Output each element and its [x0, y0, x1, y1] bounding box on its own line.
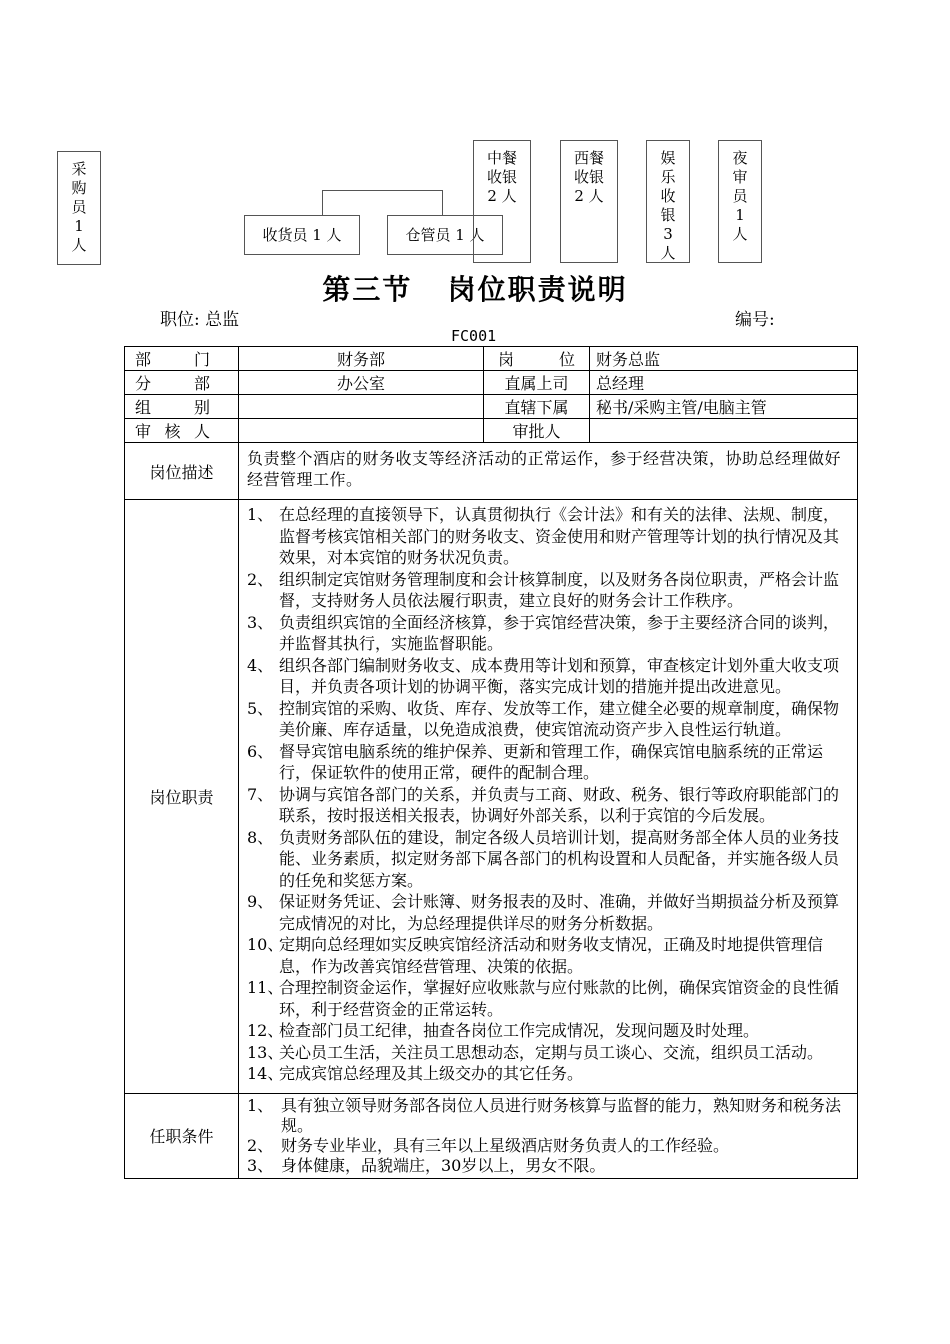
item-number: 1、	[247, 1095, 274, 1115]
section-title: 第三节 岗位职责说明	[322, 273, 628, 306]
item-number: 2、	[247, 569, 274, 589]
list-item	[247, 784, 849, 827]
item-text: 完成宾馆总经理及其上级交办的其它任务。	[279, 1064, 584, 1083]
requirements-list	[247, 1096, 849, 1176]
sub-dept-label: 分 部	[125, 371, 239, 395]
item-text: 具有独立领导财务部各岗位人员进行财务核算与监督的能力，熟知财务和税务法规。	[281, 1095, 842, 1135]
item-number: 4、	[247, 655, 274, 675]
item-number: 9、	[247, 892, 274, 911]
list-item	[247, 977, 849, 1020]
duties-list	[247, 504, 849, 1085]
table-row	[125, 443, 858, 500]
item-number: 3、	[247, 612, 274, 632]
post-label: 岗 位	[484, 347, 590, 371]
connector-line	[442, 190, 443, 216]
item-text: 定期向总经理如实反映宾馆经济活动和财务收支情况，正确及时地提供管理信息，作为改善宾馆经营管理、决策的依据。	[279, 935, 824, 976]
org-box-night-audit: 夜 审 员 1 人	[718, 140, 762, 263]
requirements-cell	[239, 1093, 858, 1178]
list-item	[247, 1136, 849, 1156]
code-value: FC001	[451, 327, 497, 345]
org-box-entertainment-cashier: 娱 乐 收 银 3 人	[646, 140, 690, 263]
item-text: 负责组织宾馆的全面经济核算，参于宾馆经营决策，参于主要经济合同的谈判，并监督其执行，实施监督职能。	[279, 612, 840, 653]
reviewer-label: 审 核 人	[125, 419, 239, 443]
list-item	[247, 504, 849, 569]
item-number: 10、	[247, 935, 284, 954]
item-number: 2、	[247, 1135, 274, 1155]
superior-value: 总经理	[590, 371, 858, 395]
dept-label: 部 门	[125, 347, 239, 371]
org-box-western-cashier: 西餐 收银 2 人	[560, 140, 618, 263]
item-text: 身体健康，品貌端庄，30岁以上，男女不限。	[281, 1155, 606, 1175]
org-box-purchaser: 采 购 员 1 人	[57, 151, 101, 265]
code-label: 编号:	[735, 310, 775, 330]
list-item	[247, 1020, 849, 1042]
item-number: 5、	[247, 698, 274, 718]
item-text: 合理控制资金运作，掌握好应收账款与应付账款的比例，确保宾馆资金的良性循环，利于经营资金的正常运转。	[279, 978, 840, 1019]
job-description-table	[124, 346, 858, 1179]
item-text: 在总经理的直接领导下，认真贯彻执行《会计法》和有关的法律、法规、制度，监督考核宾馆相关部门的财务收支、资金使用和财产管理等计划的执行情况及其效果，对本宾馆的财务状况负责。	[279, 505, 840, 567]
description-text: 负责整个酒店的财务收支等经济活动的正常运作，参于经营决策，协助总经理做好经营管理工作。	[239, 443, 858, 500]
table-row	[125, 371, 858, 395]
duties-cell	[239, 500, 858, 1094]
item-text: 负责财务部队伍的建设，制定各级人员培训计划，提高财务部全体人员的业务技能、业务素质，拟定财务部下属各部门的机构设置和人员配备，并实施各级人员的任免和奖惩方案。	[279, 827, 840, 890]
post-value: 财务总监	[590, 347, 858, 371]
item-text: 协调与宾馆各部门的关系，并负责与工商、财政、税务、银行等政府职能部门的联系，按时报送相关报表，协调好外部关系，以利于宾馆的今后发展。	[279, 784, 840, 825]
description-label: 岗位描述	[125, 443, 239, 500]
list-item	[247, 891, 849, 934]
approver-value	[590, 419, 858, 443]
table-row	[125, 419, 858, 443]
group-label: 组 别	[125, 395, 239, 419]
table-row	[125, 347, 858, 371]
list-item	[247, 612, 849, 655]
group-value	[239, 395, 484, 419]
table-row	[125, 500, 858, 1094]
list-item	[247, 1156, 849, 1176]
connector-line	[322, 190, 442, 191]
org-box-warehouse: 仓管员 1 人	[387, 215, 503, 255]
superior-label: 直属上司	[484, 371, 590, 395]
item-number: 1、	[247, 505, 274, 524]
approver-label: 审批人	[484, 419, 590, 443]
list-item	[247, 655, 849, 698]
list-item	[247, 1042, 849, 1064]
org-box-chinese-cashier: 中餐 收银 2 人	[473, 140, 531, 263]
item-text: 关心员工生活，关注员工思想动态，定期与员工谈心、交流，组织员工活动。	[279, 1042, 824, 1062]
item-text: 保证财务凭证、会计账簿、财务报表的及时、准确，并做好当期损益分析及预算完成情况的对比，为总经理提供详尽的财务分析数据。	[279, 892, 840, 933]
dept-value: 财务部	[239, 347, 484, 371]
item-number: 12、	[247, 1021, 284, 1040]
subordinates-label: 直辖下属	[484, 395, 590, 419]
item-number: 8、	[247, 827, 274, 847]
list-item	[247, 827, 849, 892]
requirements-label: 任职条件	[125, 1093, 239, 1178]
list-item	[247, 698, 849, 741]
item-text: 控制宾馆的采购、收货、库存、发放等工作，建立健全必要的规章制度，确保物美价廉、库存适量，以免造成浪费，使宾馆流动资产步入良性运行轨道。	[279, 698, 840, 739]
subordinates-value: 秘书/采购主管/电脑主管	[590, 395, 858, 419]
item-text: 组织制定宾馆财务管理制度和会计核算制度，以及财务各岗位职责，严格会计监督，支持财务人员依法履行职责，建立良好的财务会计工作秩序。	[279, 569, 840, 610]
list-item	[247, 1063, 849, 1085]
list-item	[247, 1096, 849, 1136]
item-number: 6、	[247, 741, 274, 761]
connector-line	[322, 190, 323, 216]
table-row	[125, 395, 858, 419]
item-number: 14、	[247, 1064, 284, 1083]
item-text: 组织各部门编制财务收支、成本费用等计划和预算，审查核定计划外重大收支项目，并负责各项计划的协调平衡，落实完成计划的措施并提出改进意见。	[279, 655, 840, 696]
table-row	[125, 1093, 858, 1178]
position-label: 职位: 总监	[160, 310, 240, 330]
org-box-receiver: 收货员 1 人	[244, 215, 360, 255]
duties-label: 岗位职责	[125, 500, 239, 1094]
list-item	[247, 934, 849, 977]
item-number: 11、	[247, 978, 284, 997]
list-item	[247, 741, 849, 784]
sub-dept-value: 办公室	[239, 371, 484, 395]
reviewer-value	[239, 419, 484, 443]
item-text: 督导宾馆电脑系统的维护保养、更新和管理工作，确保宾馆电脑系统的正常运行，保证软件的使用正常，硬件的配制合理。	[279, 741, 824, 782]
item-number: 3、	[247, 1155, 274, 1175]
list-item	[247, 569, 849, 612]
item-number: 7、	[247, 784, 274, 804]
item-text: 财务专业毕业，具有三年以上星级酒店财务负责人的工作经验。	[281, 1135, 730, 1155]
item-number: 13、	[247, 1042, 284, 1062]
item-text: 检查部门员工纪律，抽查各岗位工作完成情况，发现问题及时处理。	[279, 1021, 760, 1040]
